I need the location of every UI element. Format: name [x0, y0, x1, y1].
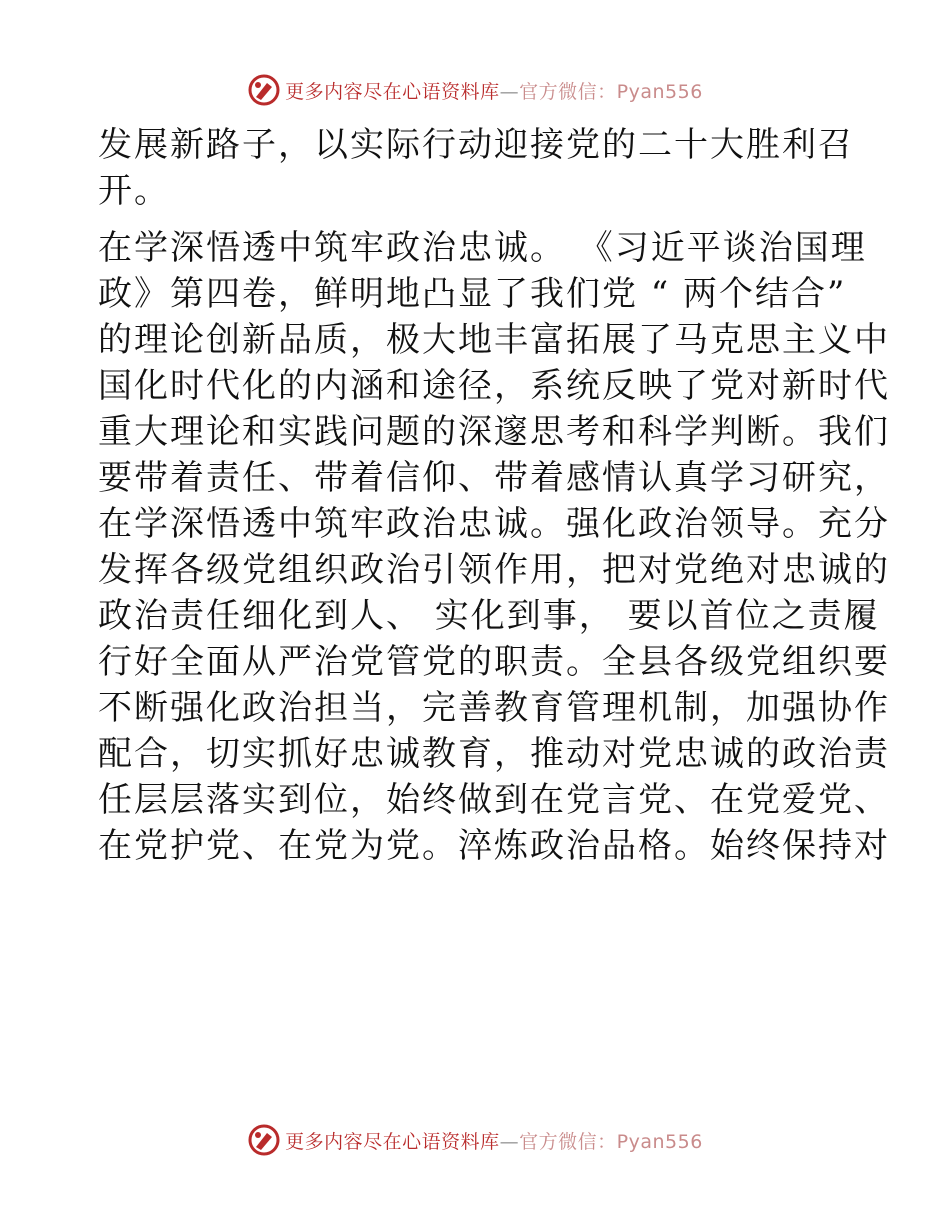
- header-banner-text: [285, 77, 703, 104]
- text-line: 配合，切实抓好忠诚教育，推动对党忠诚的政治责: [98, 734, 890, 774]
- text-line: 不断强化政治担当，完善教育管理机制，加强协作: [98, 688, 890, 728]
- header-separator: —: [499, 80, 520, 103]
- footer-site-text: 更多内容尽在心语资料库: [285, 1130, 500, 1153]
- header-wechat-text: 官方微信：Pyan556: [519, 80, 703, 103]
- footer-banner: [0, 1120, 950, 1160]
- text-line: 在学深悟透中筑牢政治忠诚。 《习近平谈治国理: [98, 228, 867, 268]
- brand-logo-icon: [247, 1123, 281, 1157]
- text-line: 在学深悟透中筑牢政治忠诚。强化政治领导。充分: [98, 504, 890, 544]
- text-line: 发挥各级党组织政治引领作用，把对党绝对忠诚的: [98, 550, 890, 590]
- text-line: 行好全面从严治党管党的职责。全县各级党组织要: [98, 642, 890, 682]
- header-site-text: 更多内容尽在心语资料库: [285, 80, 500, 103]
- text-line: 开。: [98, 171, 170, 211]
- header-banner: [0, 70, 950, 110]
- footer-banner-text: [285, 1127, 703, 1154]
- footer-separator: —: [499, 1130, 520, 1153]
- text-line: 发展新路子，以实际行动迎接党的二十大胜利召: [98, 125, 854, 165]
- document-body: [98, 122, 890, 869]
- text-line: 任层层落实到位，始终做到在党言党、在党爱党、: [98, 780, 890, 820]
- brand-logo-icon: [247, 73, 281, 107]
- text-line: 国化时代化的内涵和途径，系统反映了党对新时代: [98, 366, 890, 406]
- text-line: 政治责任细化到人、 实化到事， 要以首位之责履: [98, 596, 880, 636]
- text-line: 在党护党、在党为党。淬炼政治品格。始终保持对: [98, 826, 890, 866]
- text-line: 政》第四卷，鲜明地凸显了我们党 “ 两个结合”: [98, 274, 847, 314]
- footer-wechat-text: 官方微信：Pyan556: [519, 1130, 703, 1153]
- text-line: 重大理论和实践问题的深邃思考和科学判断。我们: [98, 412, 890, 452]
- text-line: 的理论创新品质，极大地丰富拓展了马克思主义中: [98, 320, 890, 360]
- text-line: 要带着责任、带着信仰、带着感情认真学习研究，: [98, 458, 890, 498]
